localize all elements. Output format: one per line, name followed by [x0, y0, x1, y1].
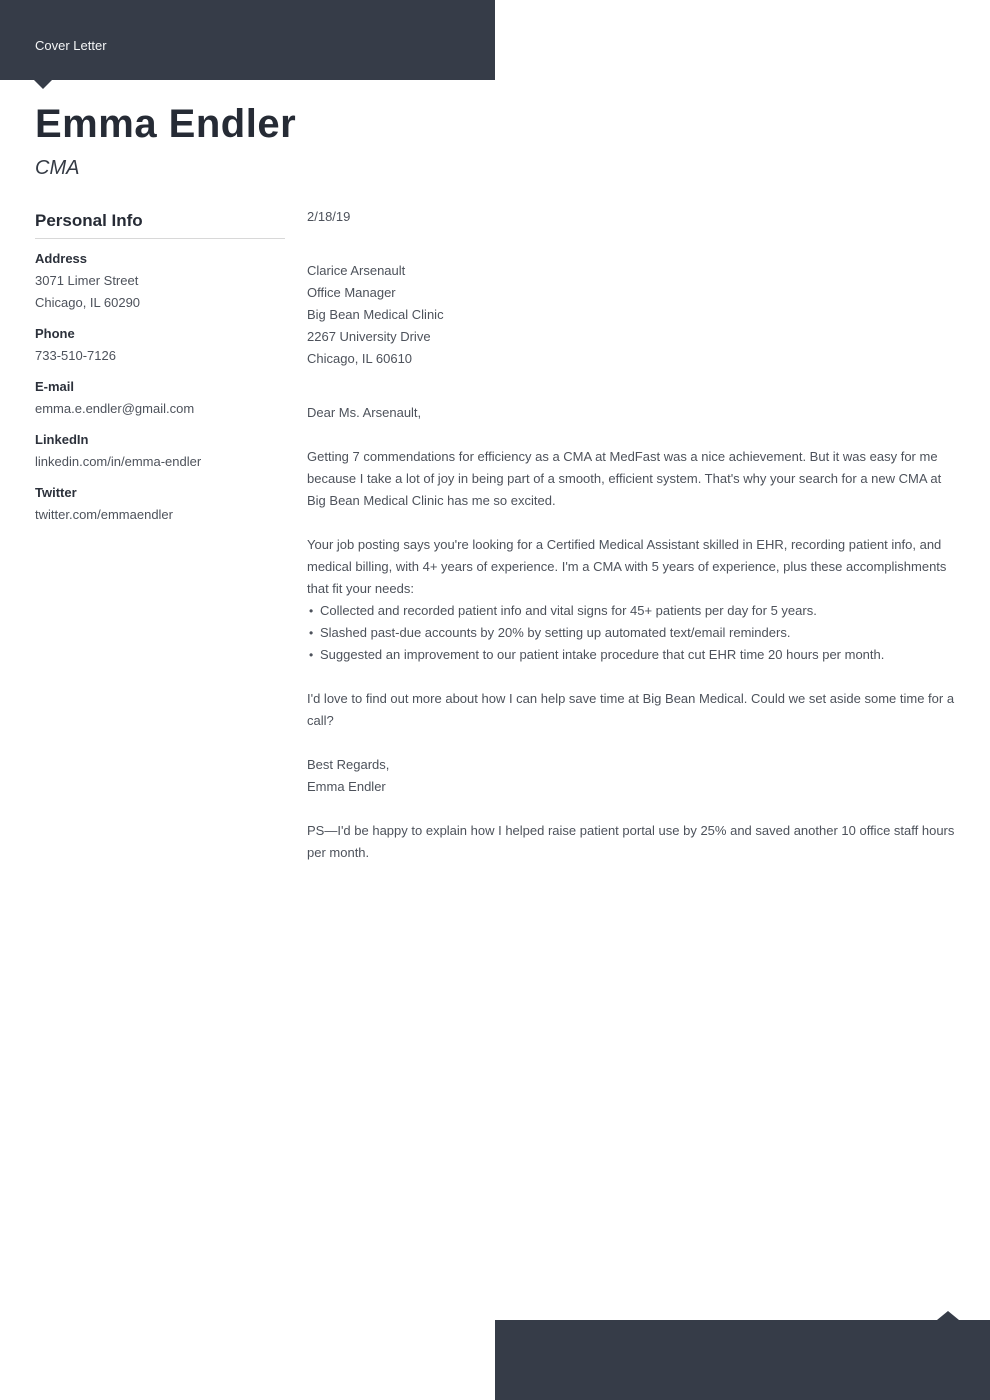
- paragraph-call-to-action: I'd love to find out more about how I can help save time at Big Bean Medical. Could we set aside some time for a call?: [307, 691, 955, 728]
- phone-label: Phone: [35, 326, 75, 341]
- accomplishment-item-3: • Suggested an improvement to our patient intake procedure that cut EHR time 20 hours per month.: [307, 644, 962, 666]
- letter-date: 2/18/19: [307, 209, 351, 224]
- accomplishment-item-2: • Slashed past-due accounts by 20% by setting up automated text/email reminders.: [307, 622, 962, 644]
- recipient-company: Big Bean Medical Clinic: [307, 307, 444, 322]
- closing-regards: Best Regards,: [307, 757, 390, 772]
- closing-signature: Emma Endler: [307, 779, 386, 794]
- personal-info-heading: Personal Info: [35, 211, 285, 239]
- document-type-label: Cover Letter: [35, 38, 107, 53]
- address-line-1: 3071 Limer Street: [35, 273, 139, 288]
- twitter-label: Twitter: [35, 485, 77, 500]
- document-header-bar: [0, 0, 495, 80]
- personal-info-item-twitter: [35, 482, 285, 526]
- recipient-job-title: Office Manager: [307, 285, 396, 300]
- closing-block: [307, 754, 962, 798]
- recipient-name: Clarice Arsenault: [307, 263, 406, 278]
- twitter-value: twitter.com/emmaendler: [35, 507, 173, 522]
- header-notch-down-icon: [34, 80, 52, 89]
- personal-info-item-address: [35, 248, 285, 314]
- recipient-street: 2267 University Drive: [307, 329, 431, 344]
- personal-info-item-email: [35, 376, 285, 420]
- recipient-city: Chicago, IL 60610: [307, 351, 413, 366]
- person-job-title: CMA: [35, 157, 80, 179]
- email-value: emma.e.endler@gmail.com: [35, 401, 195, 416]
- recipient-block: [307, 260, 962, 370]
- personal-info-section: [35, 211, 285, 526]
- postscript: PS—I'd be happy to explain how I helped raise patient portal use by 25% and saved another 10 office staff hours per month.: [307, 823, 955, 860]
- address-line-2: Chicago, IL 60290: [35, 295, 141, 310]
- accomplishments-list: [307, 600, 962, 666]
- personal-info-item-phone: [35, 323, 285, 367]
- address-label: Address: [35, 251, 88, 266]
- linkedin-value: linkedin.com/in/emma-endler: [35, 454, 202, 469]
- footer-notch-up-icon: [937, 1311, 959, 1320]
- linkedin-label: LinkedIn: [35, 432, 89, 447]
- accomplishment-item-1: • Collected and recorded patient info and vital signs for 45+ patients per day for 5 years.: [307, 600, 962, 622]
- personal-info-item-linkedin: [35, 429, 285, 473]
- person-name: Emma Endler: [35, 102, 297, 146]
- paragraph-qualifications: Your job posting says you're looking for a Certified Medical Assistant skilled in EHR, recording patient info, and medical billing, with 4+ years of experience. I'm a CMA with 5 years of experience, plus these accomplishments that fit your needs:: [307, 537, 947, 596]
- phone-value: 733-510-7126: [35, 348, 116, 363]
- paragraph-intro: Getting 7 commendations for efficiency as a CMA at MedFast was a nice achievement. But it was easy for me because I take a lot of joy in being part of a smooth, efficient system. That's why your search for a new CMA at Big Bean Medical Clinic has me so excited.: [307, 449, 942, 508]
- document-footer-bar: [495, 1320, 990, 1400]
- salutation: Dear Ms. Arsenault,: [307, 405, 422, 420]
- letter-body: [307, 206, 962, 864]
- email-label: E-mail: [35, 379, 75, 394]
